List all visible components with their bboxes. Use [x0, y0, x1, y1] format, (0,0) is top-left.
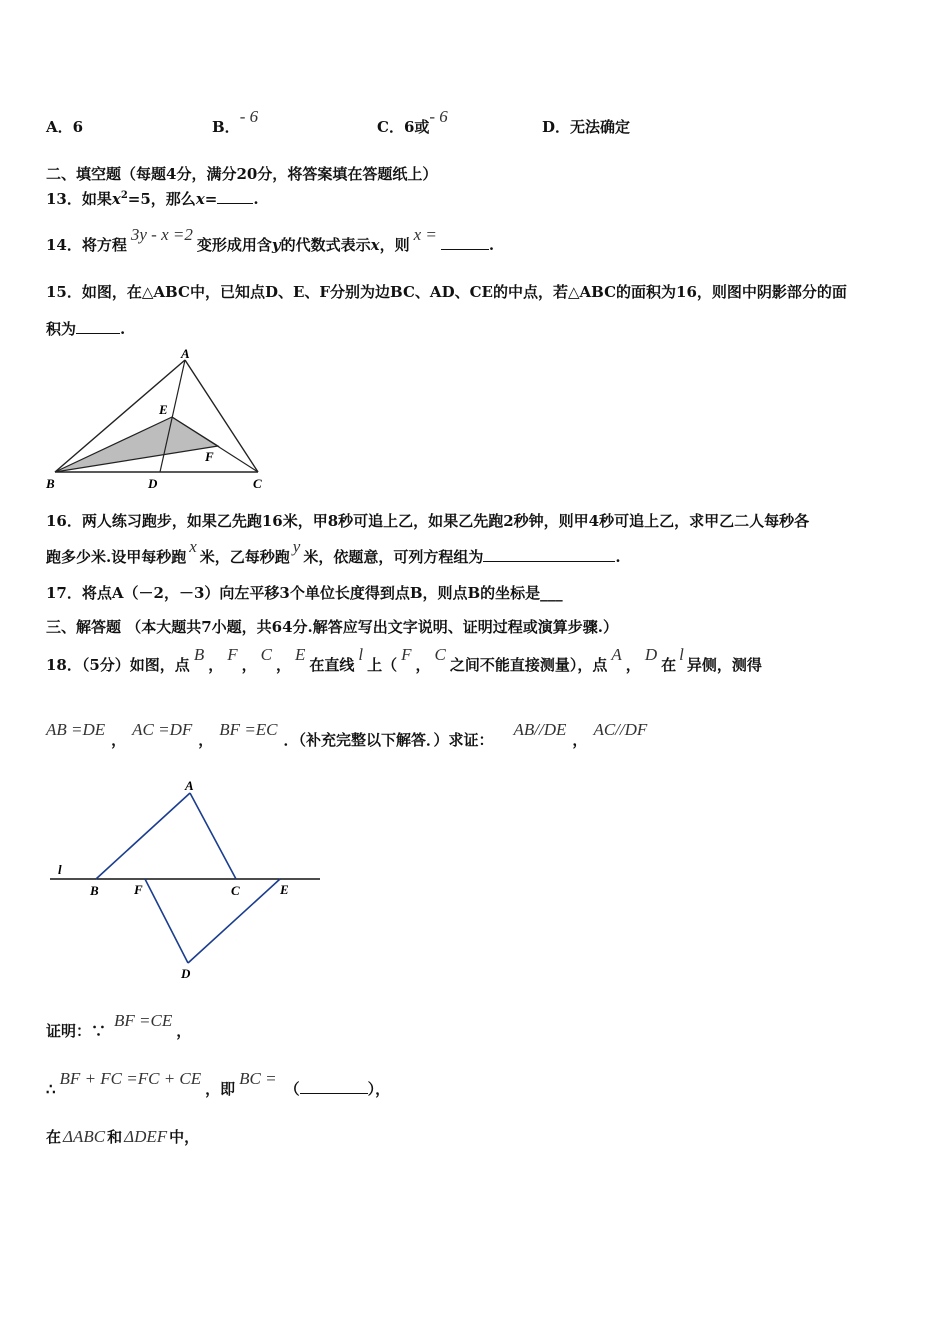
proof-line-2	[46, 1069, 391, 1099]
label-e: E	[280, 882, 289, 897]
q18-point-a: A	[611, 645, 622, 664]
q13-sup: 2	[120, 190, 128, 201]
label-a: A	[185, 778, 194, 793]
q13-x: x	[111, 190, 121, 208]
proof-line-3	[46, 1126, 199, 1147]
label-b: B	[46, 476, 55, 491]
q18-line-l2: l	[679, 645, 684, 664]
label-d: D	[148, 476, 158, 491]
q18-text-2: 在直线	[309, 656, 355, 674]
q13-text-3: =	[204, 190, 218, 208]
q18-text-6: 异侧，测得	[686, 656, 762, 674]
q18-text-3: 上（	[367, 656, 398, 674]
label-a: A	[181, 346, 190, 361]
q18-point-c: C	[260, 645, 272, 664]
option-b-label: B．	[212, 118, 240, 136]
q18-condition-3: BF =EC	[219, 720, 278, 739]
q14-text-4: ，则	[379, 236, 410, 254]
proof-line-1: 证明：∵BF =CE，	[46, 1011, 192, 1040]
q18-text-1: 18．（5分）如图，点	[46, 656, 190, 674]
option-c-math: - 6	[429, 107, 448, 126]
question-16-line-1: 16．两人练习跑步，如果乙先跑16米，甲8秒可追上乙，如果乙先跑2秒钟，则甲4秒可追上乙，求甲乙二人每秒各	[46, 512, 810, 530]
q18-point-e: E	[294, 645, 306, 664]
label-l: l	[58, 862, 62, 877]
q18-line-l: l	[358, 645, 364, 664]
option-b-math: - 6	[239, 107, 259, 126]
proof-text-5: ），	[367, 1080, 391, 1098]
q13-x2: x	[195, 190, 205, 208]
label-f: F	[205, 449, 214, 464]
q14-equation: 3y - x =2	[130, 225, 193, 244]
q16-end: .	[615, 548, 621, 566]
proof-text-2: ∴	[46, 1080, 56, 1098]
q16-text-2: 米，乙每秒跑	[199, 548, 290, 566]
label-d: D	[181, 966, 191, 981]
q18-condition-1: AB =DE	[46, 720, 106, 739]
option-c-label: C．6或	[377, 118, 430, 136]
proof-text-1: 证明：∵	[46, 1022, 107, 1040]
segment-ac	[190, 793, 236, 879]
q18-text-7: ．（补充完整以下解答．）求证：	[283, 731, 494, 749]
q13-text-1: 13．如果	[46, 190, 112, 208]
q16-text-3: 米，依题意，可列方程组为	[303, 548, 484, 566]
q14-x: x	[370, 236, 380, 254]
option-d: D．无法确定	[542, 118, 631, 136]
q14-text-3: 的代数式表示	[280, 236, 371, 254]
option-a: A．6	[46, 118, 84, 136]
q18-goal-2: AC//DF	[593, 720, 648, 739]
label-b: B	[90, 883, 99, 898]
q18-condition-2: AC =DF	[132, 720, 193, 739]
q18-point-b: B	[193, 645, 205, 664]
proof-math-3: BC =	[239, 1069, 277, 1088]
q18-point-f: F	[227, 645, 238, 664]
q16-x: x	[189, 537, 197, 556]
proof-text-4: （	[284, 1080, 300, 1098]
label-e: E	[159, 402, 168, 417]
proof-math-2: BF + FC =FC + CE	[59, 1069, 202, 1088]
q14-text-1: 14．将方程	[46, 236, 127, 254]
question-13: 13．如果$x^2=5$，那么x= .	[46, 190, 259, 208]
q18-point-c2: C	[434, 645, 446, 664]
proof-text-6: 在	[46, 1128, 62, 1146]
q14-y: y	[271, 236, 281, 254]
q14-x-equals: x =	[413, 225, 437, 244]
segment-ab	[96, 793, 190, 879]
q18-text-5: 在	[661, 656, 677, 674]
question-18-line-2: AB =DE，AC =DF，BF =EC．（补充完整以下解答．）求证：AB//DE，AC//DF	[46, 720, 648, 749]
question-15-line-1: 15．如图，在△ABC中，已知点D、E、F分别为边BC、AD、CE的中点，若△ABC的面积为16，则图中阴影部分的面	[46, 283, 847, 301]
q16-y: y	[292, 537, 301, 556]
label-c: C	[231, 883, 240, 898]
proof-math-4: ΔABC	[63, 1127, 106, 1146]
q13-text-2: =5，那么	[127, 190, 196, 208]
q14-text-2: 变形成用含	[196, 236, 272, 254]
proof-answer-blank	[300, 1079, 368, 1094]
proof-text-8: 中，	[169, 1128, 200, 1146]
q18-point-d: D	[644, 645, 658, 664]
question-18-line-1: 18．（5分）如图，点B，F，C，E在直线l上（F，C之间不能直接测量），点A，D在l异侧，测得	[46, 645, 762, 674]
label-f: F	[134, 882, 143, 897]
section3-title: 三、解答题 （本大题共7小题，共64分.解答应写出文字说明、证明过程或演算步骤.）	[46, 618, 618, 636]
proof-math-1: BF =CE	[114, 1011, 173, 1030]
segment-fd	[145, 879, 188, 963]
q15-text-2: 积为	[46, 320, 77, 338]
q15-end: .	[120, 320, 126, 338]
q18-point-f2: F	[401, 645, 412, 664]
section2-title: 二、填空题（每题4分，满分20分，将答案填在答题纸上）	[46, 165, 438, 183]
question-17: 17．将点A（－2，－3）向左平移3个单位长度得到点B，则点B的坐标是___	[46, 584, 563, 602]
q18-text-4: 之间不能直接测量），点	[449, 656, 608, 674]
q18-goal-1: AB//DE	[513, 720, 567, 739]
proof-math-5: ΔDEF	[124, 1127, 168, 1146]
q16-text-1: 跑多少米.设甲每秒跑	[46, 548, 187, 566]
label-c: C	[253, 476, 262, 491]
proof-text-7: 和	[107, 1128, 123, 1146]
proof-text-3: ，即	[205, 1080, 236, 1098]
q14-end: .	[488, 236, 495, 254]
